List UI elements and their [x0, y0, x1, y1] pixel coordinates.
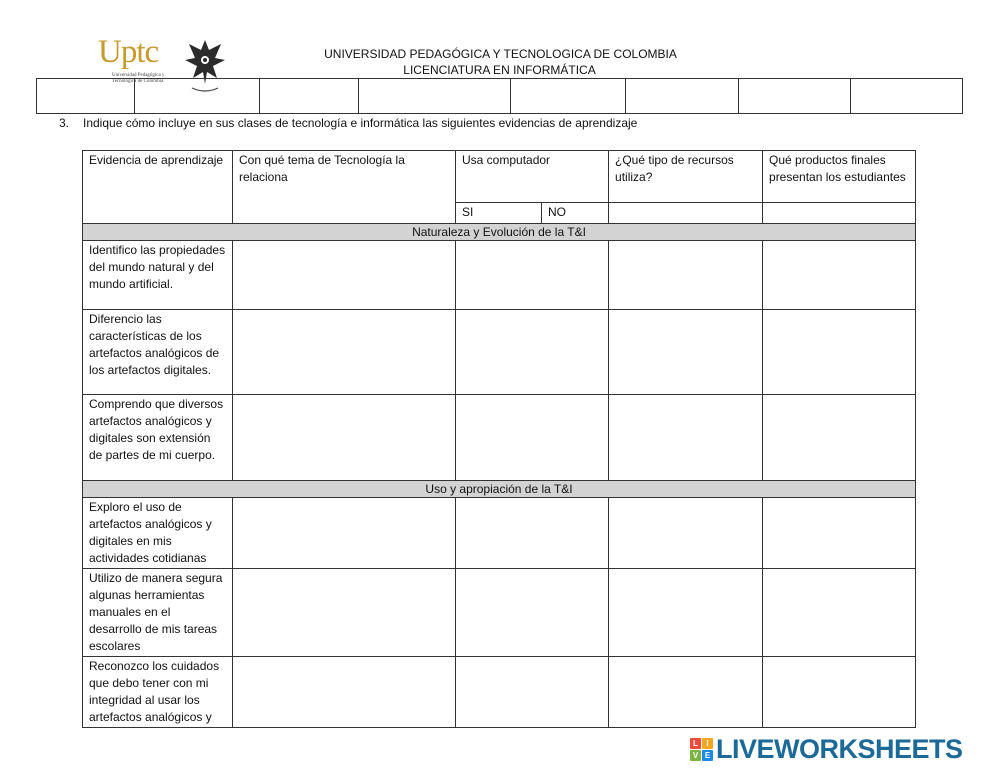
section-title: Naturaleza y Evolución de la T&I [83, 224, 916, 241]
answer-cell[interactable] [456, 657, 609, 728]
section-row [83, 481, 916, 498]
answer-cell[interactable] [456, 395, 609, 481]
university-title: UNIVERSIDAD PEDAGÓGICA Y TECNOLOGICA DE COLOMBIA [324, 47, 677, 61]
logo-caption-line1: Universidad Pedagógica y [112, 73, 165, 78]
answer-cell[interactable] [763, 569, 916, 657]
evidence-cell: Exploro el uso de artefactos analógicos y digitales en mis actividades cotidianas [83, 498, 233, 569]
question-text: Indique cómo incluye en sus clases de tecnología e informática las siguientes evidencias de aprendizaje [83, 116, 638, 130]
blank-cell[interactable] [626, 79, 739, 114]
header-topic: Con qué tema de Tecnología la relaciona [233, 151, 456, 224]
evidence-cell: Identifico las propiedades del mundo natural y del mundo artificial. [83, 241, 233, 310]
blank-cell[interactable] [358, 79, 511, 114]
header-resources: ¿Qué tipo de recursos utiliza? [609, 151, 763, 203]
answer-cell[interactable] [763, 241, 916, 310]
answer-cell[interactable] [609, 569, 763, 657]
header-no: NO [542, 203, 609, 224]
answer-cell[interactable] [233, 241, 456, 310]
table-row [83, 569, 916, 657]
logo-letter: L [690, 738, 701, 749]
table-header-row [83, 151, 916, 203]
program-subtitle: LICENCIATURA EN INFORMÁTICA [403, 63, 596, 77]
logo-letter: I [702, 738, 713, 749]
header-blank-row [37, 79, 963, 114]
liveworksheets-logo-icon [690, 738, 713, 761]
answer-cell[interactable] [233, 395, 456, 481]
table-row [83, 241, 916, 310]
watermark-text: LIVEWORKSHEETS [716, 733, 963, 764]
header-yes: SI [456, 203, 542, 224]
table-row [83, 310, 916, 395]
answer-cell[interactable] [456, 241, 609, 310]
evidence-cell: Diferencio las características de los artefactos analógicos de los artefactos digitales. [83, 310, 233, 395]
answer-cell[interactable] [456, 310, 609, 395]
answer-cell[interactable] [233, 657, 456, 728]
logo-wordmark: Uptc [98, 34, 159, 70]
header-computer: Usa computador [456, 151, 609, 203]
blank-cell[interactable] [37, 79, 135, 114]
answer-cell[interactable] [763, 395, 916, 481]
answer-cell[interactable] [233, 310, 456, 395]
header-products: Qué productos finales presentan los estudiantes [763, 151, 916, 203]
answer-cell[interactable] [609, 395, 763, 481]
section-row [83, 224, 916, 241]
answer-cell[interactable] [609, 241, 763, 310]
evidence-cell: Utilizo de manera segura algunas herramientas manuales en el desarrollo de mis tareas escolares [83, 569, 233, 657]
blank-cell[interactable] [739, 79, 851, 114]
blank-cell[interactable] [609, 203, 763, 224]
evidence-cell: Reconozco los cuidados que debo tener con mi integridad al usar los artefactos analógicos y [83, 657, 233, 728]
logo-caption-line2: Tecnológica de Colombia [112, 79, 164, 84]
header-evidence: Evidencia de aprendizaje [83, 151, 233, 224]
table-row [83, 395, 916, 481]
question-number: 3. [59, 116, 70, 130]
table-row [83, 498, 916, 569]
answer-cell[interactable] [233, 498, 456, 569]
answer-cell[interactable] [609, 657, 763, 728]
answer-cell[interactable] [609, 310, 763, 395]
blank-cell[interactable] [134, 79, 259, 114]
section-title: Uso y apropiación de la T&I [83, 481, 916, 498]
blank-cell[interactable] [763, 203, 916, 224]
blank-cell[interactable] [259, 79, 358, 114]
evidence-cell: Comprendo que diversos artefactos analógicos y digitales son extensión de partes de mi cuerpo. [83, 395, 233, 481]
answer-cell[interactable] [763, 498, 916, 569]
blank-cell[interactable] [851, 79, 963, 114]
logo-letter: V [690, 750, 701, 761]
evidence-table [82, 150, 916, 728]
logo-letter: E [702, 750, 713, 761]
answer-cell[interactable] [456, 569, 609, 657]
answer-cell[interactable] [233, 569, 456, 657]
answer-cell[interactable] [763, 310, 916, 395]
table-row [83, 657, 916, 728]
header-blank-table [36, 78, 963, 114]
answer-cell[interactable] [609, 498, 763, 569]
answer-cell[interactable] [456, 498, 609, 569]
blank-cell[interactable] [511, 79, 626, 114]
liveworksheets-watermark [690, 734, 963, 764]
answer-cell[interactable] [763, 657, 916, 728]
question-3 [59, 116, 637, 130]
